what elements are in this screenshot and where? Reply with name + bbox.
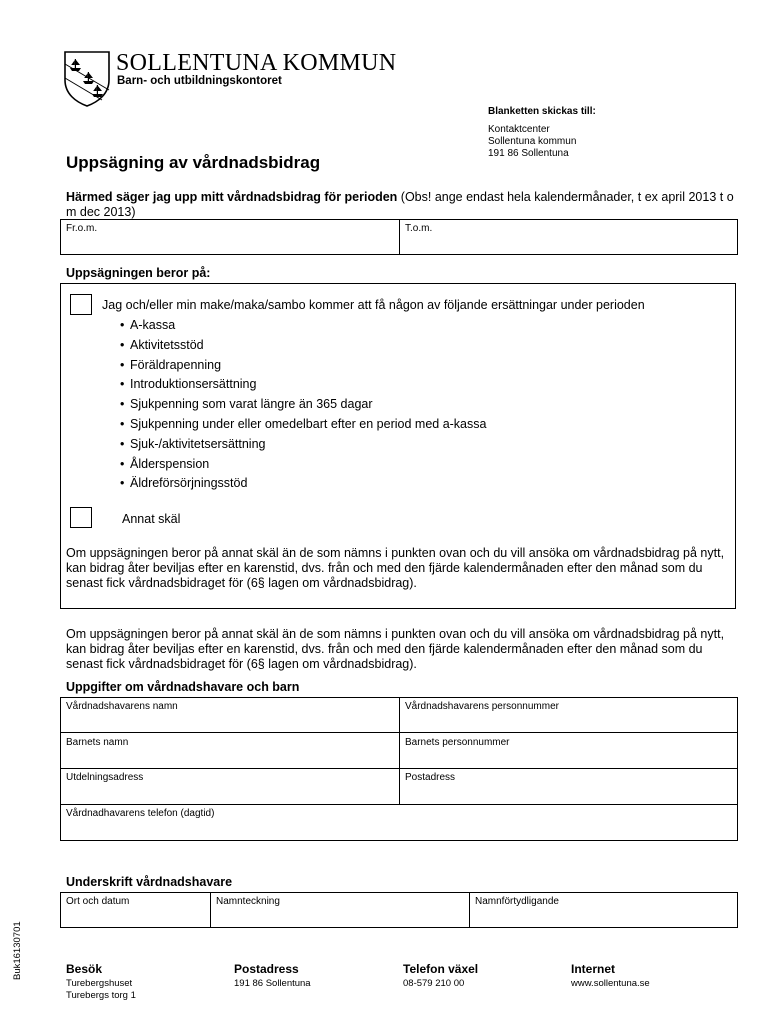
divider (60, 804, 738, 805)
footer-visit-line: Turebergs torg 1 (66, 990, 136, 1001)
list-item: • Föräldrapenning (120, 358, 486, 378)
reason-heading: Uppsägningen beror på: (66, 266, 211, 280)
send-to-address (488, 106, 596, 160)
period-instruction-bold: Härmed säger jag upp mitt vårdnadsbidrag för perioden (66, 190, 398, 204)
address-field[interactable]: Utdelningsadress (66, 772, 144, 783)
list-item: • Äldreförsörjningsstöd (120, 476, 486, 496)
send-to-line: Sollentuna kommun (488, 136, 577, 147)
list-item: • Introduktionsersättning (120, 377, 486, 397)
list-item: • Sjukpenning under eller omedelbart efter en period med a-kassa (120, 417, 486, 437)
period-instruction (66, 190, 738, 220)
other-reason-text: Annat skäl (122, 512, 181, 526)
send-to-line: Kontaktcenter (488, 124, 550, 135)
phone-field[interactable]: Vårdnadhavarens telefon (dagtid) (66, 808, 215, 819)
to-date-field[interactable]: T.o.m. (405, 223, 433, 234)
send-to-line: 191 86 Sollentuna (488, 148, 569, 159)
divider (469, 892, 470, 928)
guardian-pnr-field[interactable]: Vårdnadshavarens personnummer (405, 701, 559, 712)
guardian-name-field[interactable]: Vårdnadshavarens namn (66, 701, 178, 712)
footer-internet-heading: Internet (571, 962, 616, 976)
footer-postal-line: 191 86 Sollentuna (234, 978, 311, 989)
place-date-field[interactable]: Ort och datum (66, 896, 130, 907)
divider (399, 697, 400, 804)
form-title: Uppsägning av vårdnadsbidrag (66, 153, 321, 172)
footer-postal (234, 962, 311, 990)
organization-subtitle: Barn- och utbildningskontoret (117, 75, 282, 87)
list-item: • Sjukpenning som varat längre än 365 dagar (120, 397, 486, 417)
child-pnr-field[interactable]: Barnets personnummer (405, 737, 510, 748)
compensation-option-text: Jag och/eller min make/maka/sambo kommer att få någon av följande ersättningar under perioden (102, 298, 645, 312)
waiting-period-info: Om uppsägningen beror på annat skäl än de som nämns i punkten ovan och du vill ansöka om vårdnadsbidrag på nytt, kan bidrag åter beviljas efter en karenstid, dvs. från och med den fjärde kalendermånaden efter den månad som du senast fick vårdnadsbidraget för (6§ lagen om vårdnadsbidrag). (66, 627, 725, 671)
organization-name: SOLLENTUNA KOMMUN (116, 50, 397, 76)
footer-postal-heading: Postadress (234, 962, 299, 976)
postal-address-field[interactable]: Postadress (405, 772, 456, 783)
send-to-label: Blanketten skickas till: (488, 106, 596, 117)
footer-phone-heading: Telefon växel (403, 962, 479, 976)
from-date-field[interactable]: Fr.o.m. (66, 223, 98, 234)
list-item: • Aktivitetsstöd (120, 338, 486, 358)
municipality-crest-logo (62, 50, 112, 108)
child-name-field[interactable]: Barnets namn (66, 737, 129, 748)
name-clarification-field[interactable]: Namnförtydligande (475, 896, 559, 907)
period-instruction-note: (Obs! ange endast hela kalendermånader, t ex april 2013 t o m dec 2013) (66, 190, 734, 219)
list-item: • A-kassa (120, 318, 486, 338)
compensation-checkbox[interactable] (70, 294, 92, 315)
signature-table (60, 892, 738, 928)
footer-visit (66, 962, 136, 1002)
footer-phone (403, 962, 478, 990)
compensation-list (120, 318, 486, 496)
footer-internet (571, 962, 650, 990)
signature-heading: Underskrift vårdnadshavare (66, 875, 233, 889)
form-code: Buk16130701 (12, 921, 23, 980)
divider (399, 219, 400, 255)
list-item: • Sjuk-/aktivitetsersättning (120, 437, 486, 457)
divider (210, 892, 211, 928)
guardian-heading: Uppgifter om vårdnadshavare och barn (66, 680, 300, 694)
waiting-period-info-inside: Om uppsägningen beror på annat skäl än de som nämns i punkten ovan och du vill ansöka om vårdnadsbidrag på nytt, kan bidrag åter beviljas efter en karenstid, dvs. från och med den fjärde kalendermånaden efter den månad som du senast fick vårdnadsbidraget för (6§ lagen om vårdnadsbidrag). (66, 546, 725, 590)
footer-website-link[interactable]: www.sollentuna.se (571, 978, 650, 989)
footer-visit-heading: Besök (66, 962, 103, 976)
footer-phone-line: 08-579 210 00 (403, 978, 465, 989)
list-item: • Ålderspension (120, 457, 486, 477)
signature-field[interactable]: Namnteckning (216, 896, 280, 907)
other-reason-checkbox[interactable] (70, 507, 92, 528)
footer-visit-line: Turebergshuset (66, 978, 133, 989)
